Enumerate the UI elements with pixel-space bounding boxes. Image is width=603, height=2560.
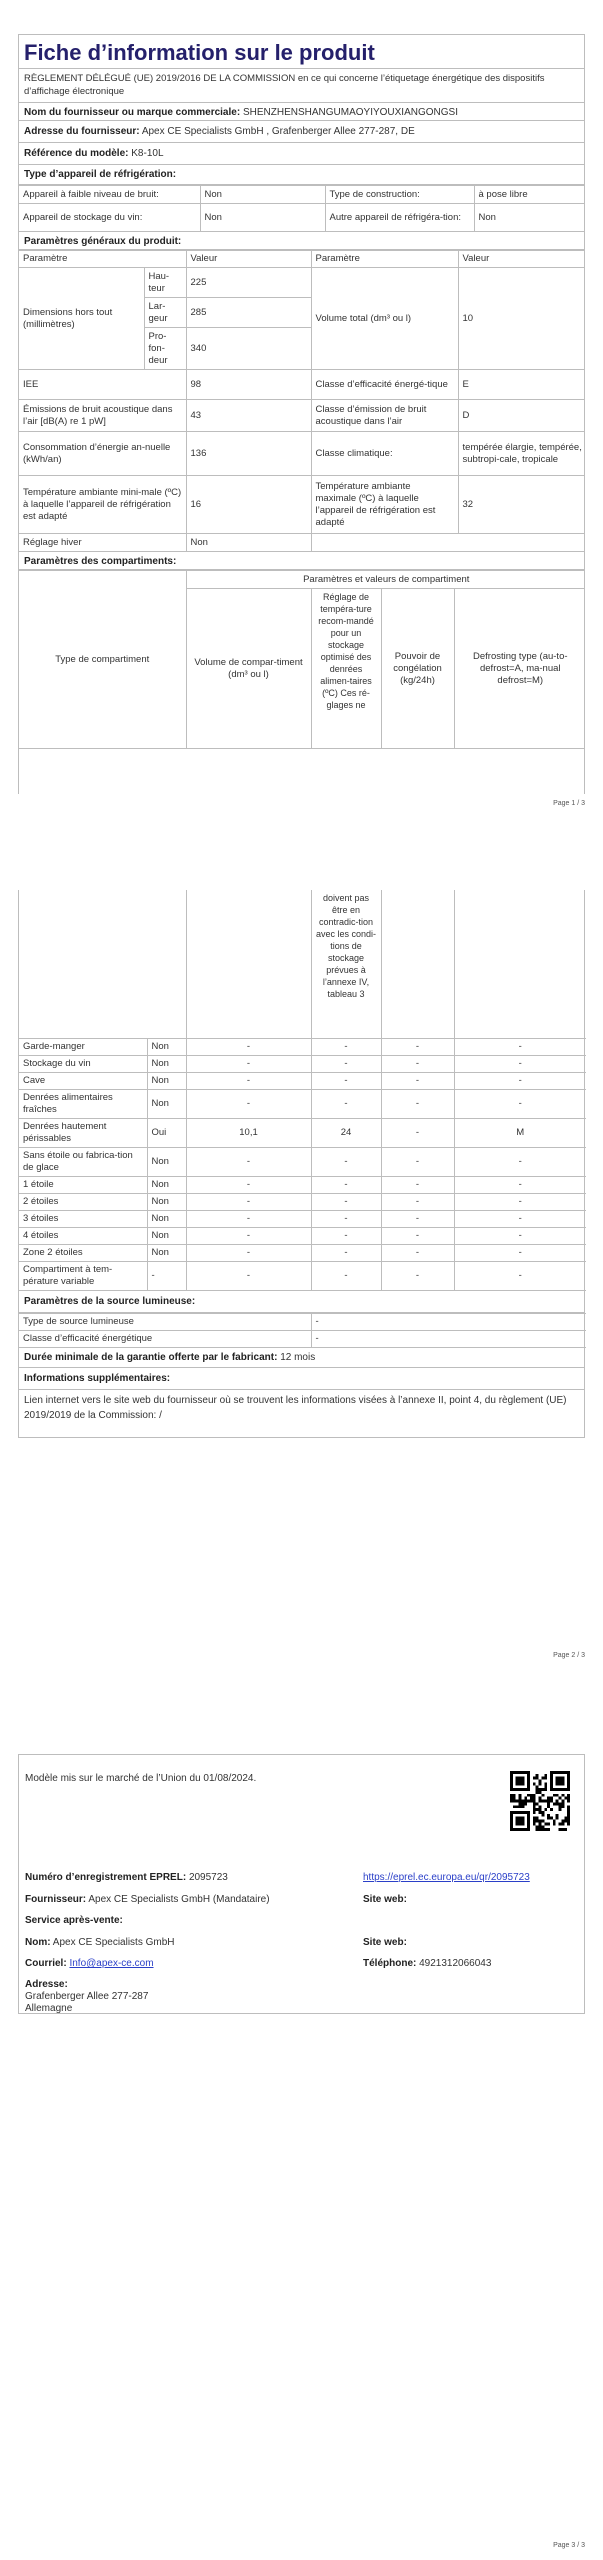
dimensions-label: Dimensions hors tout (millimètres) (19, 268, 144, 370)
compartment-header-table-p1 (19, 570, 585, 749)
volume-value: 10 (458, 268, 585, 370)
compartment-volume-header: Volume de compar-timent (dm³ ou l) (186, 589, 311, 749)
service-website-label: Site web: (363, 1937, 407, 1948)
compartment-rows (19, 1038, 586, 1290)
model-ref-value: K8-10L (131, 148, 164, 159)
address-label: Adresse: (25, 1979, 68, 1990)
address-line-2: Allemagne (25, 2003, 73, 2014)
noise-class-value: D (458, 400, 585, 432)
winter-label: Réglage hiver (19, 534, 186, 552)
light-source-header: Paramètres de la source lumineuse: (19, 1291, 584, 1313)
phone-row (363, 1958, 491, 1969)
volume-label: Volume total (dm³ ou l) (311, 268, 458, 370)
compartment-type-header-continued (19, 890, 186, 1038)
energy-value: 136 (186, 432, 311, 476)
contact-sheet (18, 1754, 585, 2014)
compartment-defrost: - (454, 1147, 586, 1176)
compartment-row (19, 1176, 586, 1193)
compartment-name: Zone 2 étoiles (19, 1244, 147, 1261)
compartment-volume: - (186, 1244, 311, 1261)
compartment-row (19, 1193, 586, 1210)
compartment-defrost: - (454, 1038, 586, 1055)
construction-label: Type de construction: (325, 186, 474, 204)
compartment-temp: - (311, 1038, 381, 1055)
eprel-value: 2095723 (188, 1872, 228, 1883)
compartment-volume: - (186, 1176, 311, 1193)
compartment-row (19, 1147, 586, 1176)
supplier-value: Apex CE Specialists GmbH (Mandataire) (88, 1894, 270, 1905)
website-row (363, 1894, 407, 1905)
supplier-label: Fournisseur: (25, 1894, 87, 1905)
service-name-label: Nom: (25, 1937, 51, 1948)
wine-label: Appareil de stockage du vin: (19, 204, 200, 232)
phone-label: Téléphone: (363, 1958, 417, 1969)
compartment-temp: - (311, 1244, 381, 1261)
service-website-row (363, 1937, 407, 1948)
service-name-value: Apex CE Specialists GmbH (52, 1937, 175, 1948)
compartment-name: 3 étoiles (19, 1210, 147, 1227)
compartment-present: Non (147, 1244, 186, 1261)
compartment-volume: - (186, 1210, 311, 1227)
compartment-name: Denrées hautement périssables (19, 1118, 147, 1147)
compartment-temp: - (311, 1261, 381, 1290)
product-sheet-part-2 (18, 890, 585, 1438)
supplier-row (25, 1894, 270, 1905)
compartment-volume: - (186, 1193, 311, 1210)
efficiency-class-label: Classe d’efficacité énergé-tique (311, 370, 458, 400)
compartment-freeze: - (381, 1227, 454, 1244)
climate-class-label: Classe climatique: (311, 432, 458, 476)
efficiency-class-value: E (458, 370, 585, 400)
compartment-name: Garde-manger (19, 1038, 147, 1055)
extra-info-header: Informations supplémentaires: (19, 1368, 584, 1390)
eprel-label: Numéro d’enregistrement EPREL: (25, 1872, 187, 1883)
page-number-3: Page 3 / 3 (553, 2542, 585, 2549)
compartment-name: Cave (19, 1072, 147, 1089)
compartment-name: Compartiment à tem-pérature variable (19, 1261, 147, 1290)
compartment-defrost: - (454, 1055, 586, 1072)
compartment-name: Denrées alimentaires fraîches (19, 1089, 147, 1118)
general-params-table (19, 250, 585, 552)
construction-value: à pose libre (474, 186, 585, 204)
page-number-1: Page 1 / 3 (553, 800, 585, 807)
supplier-name-row (19, 103, 584, 121)
compartment-temp: - (311, 1055, 381, 1072)
compartment-present: Non (147, 1227, 186, 1244)
eprel-link[interactable]: https://eprel.ec.europa.eu/qr/2095723 (363, 1872, 530, 1883)
compartment-row (19, 1210, 586, 1227)
min-temp-value: 16 (186, 476, 311, 534)
col-value-header-2: Valeur (458, 251, 585, 268)
compartment-name: Stockage du vin (19, 1055, 147, 1072)
service-header (25, 1915, 123, 1926)
noise-label: Émissions de bruit acoustique dans l’air [dB(A) re 1 pW] (19, 400, 186, 432)
compartment-row (19, 1038, 586, 1055)
compartment-temp-header-part2: doivent pas être en contradic-tion avec les condi-tions de stockage prévues à l’annexe IV, tableau 3 (311, 890, 381, 1038)
light-class-label: Classe d’efficacité énergétique (19, 1330, 311, 1347)
compartment-freeze: - (381, 1261, 454, 1290)
compartment-name: Sans étoile ou fabrica-tion de glace (19, 1147, 147, 1176)
max-temp-label: Température ambiante maximale (ºC) à laquelle l’appareil de réfrigération est adapté (311, 476, 458, 534)
compartment-present: Non (147, 1147, 186, 1176)
compartment-row (19, 1055, 586, 1072)
noise-class-label: Classe d’émission de bruit acoustique dans l’air (311, 400, 458, 432)
supplier-address-row (19, 121, 584, 143)
compartment-volume-header-continued (186, 890, 311, 1038)
compartment-volume: - (186, 1147, 311, 1176)
compartment-row (19, 1244, 586, 1261)
compartment-freeze: - (381, 1244, 454, 1261)
compartment-defrost: M (454, 1118, 586, 1147)
depth-value: 340 (186, 328, 311, 370)
model-ref-row (19, 143, 584, 165)
market-date: Modèle mis sur le marché de l’Union du 01/08/2024. (25, 1773, 257, 1784)
compartment-freeze: - (381, 1055, 454, 1072)
col-param-header: Paramètre (19, 251, 186, 268)
light-type-value: - (311, 1313, 586, 1330)
compartment-volume: - (186, 1089, 311, 1118)
compartment-freeze: - (381, 1072, 454, 1089)
col-param-header-2: Paramètre (311, 251, 458, 268)
website-label: Site web: (363, 1894, 407, 1905)
compartment-present: Non (147, 1072, 186, 1089)
phone-value: 4921312066043 (419, 1958, 492, 1969)
compartment-table (19, 890, 586, 1291)
low-noise-value: Non (200, 186, 325, 204)
compartment-present: - (147, 1261, 186, 1290)
compartment-defrost: - (454, 1227, 586, 1244)
other-appliance-value: Non (474, 204, 585, 232)
compartment-defrost: - (454, 1261, 586, 1290)
model-ref-label: Référence du modèle: (24, 148, 129, 159)
compartment-temp: - (311, 1089, 381, 1118)
compartment-temp: - (311, 1176, 381, 1193)
supplier-address-label: Adresse du fournisseur: (24, 126, 140, 137)
compartment-defrost: - (454, 1176, 586, 1193)
compartment-freeze: - (381, 1118, 454, 1147)
compartment-volume: - (186, 1038, 311, 1055)
page-1 (0, 0, 603, 820)
regulation-text: RÈGLEMENT DÉLÉGUÉ (UE) 2019/2016 DE LA COMMISSION en ce qui concerne l’étiquetage énergétique des dispositifs d’affichage électronique (19, 69, 584, 103)
light-class-value: - (311, 1330, 586, 1347)
compartment-freeze: - (381, 1193, 454, 1210)
compartment-freeze: - (381, 1038, 454, 1055)
service-header-text: Service après-vente: (25, 1915, 123, 1926)
compartment-present: Non (147, 1055, 186, 1072)
width-value: 285 (186, 298, 311, 328)
min-temp-label: Température ambiante mini-male (ºC) à laquelle l’appareil de réfrigération est adapté (19, 476, 186, 534)
appliance-type-table (19, 185, 585, 232)
max-temp-value: 32 (458, 476, 585, 534)
compartment-present: Non (147, 1089, 186, 1118)
compartment-temp: - (311, 1210, 381, 1227)
compartment-present: Non (147, 1193, 186, 1210)
qr-code-icon[interactable] (510, 1771, 570, 1831)
compartment-defrost-header-continued (454, 890, 586, 1038)
compartment-name: 2 étoiles (19, 1193, 147, 1210)
compartment-freeze: - (381, 1147, 454, 1176)
compartment-volume: 10,1 (186, 1118, 311, 1147)
compartment-defrost: - (454, 1089, 586, 1118)
compartment-freeze: - (381, 1089, 454, 1118)
document-title: Fiche d’information sur le produit (19, 35, 584, 69)
iee-value: 98 (186, 370, 311, 400)
compartment-type-header: Type de compartiment (19, 571, 186, 749)
supplier-address-value: Apex CE Specialists GmbH , Grafenberger Allee 277-287, DE (141, 126, 415, 137)
product-sheet-part-1 (18, 34, 585, 794)
address-block (25, 1979, 148, 2015)
supplier-name-label: Nom du fournisseur ou marque commerciale: (24, 107, 241, 118)
warranty-value: 12 mois (280, 1351, 316, 1363)
extra-info-text: Lien internet vers le site web du fournisseur où se trouvent les informations visées à l’annexe II, point 4, du règlement (UE) 2019/2019 de la Commission: / (24, 1394, 567, 1421)
compartment-volume: - (186, 1072, 311, 1089)
compartment-row (19, 1261, 586, 1290)
compartment-row (19, 1072, 586, 1089)
compartment-temp-header-part1: Réglage de tempéra-ture recom-mandé pour un stockage optimisé des denrées alimen-taires (ºC) Ces ré-glages ne (311, 589, 381, 749)
compartment-volume: - (186, 1261, 311, 1290)
compartment-temp: - (311, 1227, 381, 1244)
compartment-freeze-header: Pouvoir de congélation (kg/24h) (381, 589, 454, 749)
compartment-defrost-header: Defrosting type (au-to-defrost=A, ma-nual defrost=M) (454, 589, 585, 749)
light-source-table (19, 1313, 586, 1348)
compartment-present: Non (147, 1176, 186, 1193)
compartment-volume: - (186, 1227, 311, 1244)
compartment-defrost: - (454, 1244, 586, 1261)
compartment-freeze: - (381, 1176, 454, 1193)
climate-class-value: tempérée élargie, tempérée, subtropi-cale, tropicale (458, 432, 585, 476)
energy-label: Consommation d’énergie an-nuelle (kWh/an) (19, 432, 186, 476)
other-appliance-label: Autre appareil de réfrigéra-tion: (325, 204, 474, 232)
compartment-volume: - (186, 1055, 311, 1072)
compartment-row (19, 1118, 586, 1147)
email-row (25, 1958, 154, 1969)
page-number-2: Page 2 / 3 (553, 1652, 585, 1659)
compartment-present: Non (147, 1210, 186, 1227)
winter-empty-cell (311, 534, 585, 552)
page-2 (0, 820, 603, 1670)
compartment-name: 1 étoile (19, 1176, 147, 1193)
compartment-freeze-header-continued (381, 890, 454, 1038)
page-3 (0, 1690, 603, 2560)
compartment-temp: - (311, 1193, 381, 1210)
winter-value: Non (186, 534, 311, 552)
height-label: Hau-teur (144, 268, 186, 298)
wine-value: Non (200, 204, 325, 232)
low-noise-label: Appareil à faible niveau de bruit: (19, 186, 200, 204)
compartment-row (19, 1227, 586, 1244)
compartment-temp: - (311, 1072, 381, 1089)
compartment-values-header: Paramètres et valeurs de compartiment (186, 571, 585, 589)
appliance-type-header: Type d’appareil de réfrigération: (19, 165, 584, 185)
general-params-header: Paramètres généraux du produit: (19, 232, 584, 250)
compartment-name: 4 étoiles (19, 1227, 147, 1244)
compartment-defrost: - (454, 1210, 586, 1227)
width-label: Lar-geur (144, 298, 186, 328)
compartment-temp: 24 (311, 1118, 381, 1147)
eprel-row (25, 1872, 228, 1883)
email-link[interactable]: Info@apex-ce.com (69, 1958, 154, 1969)
service-name-row (25, 1937, 175, 1948)
col-value-header: Valeur (186, 251, 311, 268)
noise-value: 43 (186, 400, 311, 432)
compartment-defrost: - (454, 1193, 586, 1210)
address-line-1: Grafenberger Allee 277-287 (25, 1991, 149, 2002)
light-type-label: Type de source lumineuse (19, 1313, 311, 1330)
compartment-row (19, 1089, 586, 1118)
compartment-temp: - (311, 1147, 381, 1176)
compartment-freeze: - (381, 1210, 454, 1227)
height-value: 225 (186, 268, 311, 298)
warranty-row (19, 1348, 584, 1368)
compartment-present: Non (147, 1038, 186, 1055)
compartment-params-header: Paramètres des compartiments: (19, 552, 584, 570)
email-label: Courriel: (25, 1958, 67, 1969)
warranty-label: Durée minimale de la garantie offerte par le fabricant: (24, 1351, 278, 1363)
supplier-name-value: SHENZHENSHANGUMAOYIYOUXIANGONGSI (242, 107, 458, 118)
compartment-defrost: - (454, 1072, 586, 1089)
depth-label: Pro-fon-deur (144, 328, 186, 370)
iee-label: IEE (19, 370, 186, 400)
compartment-present: Oui (147, 1118, 186, 1147)
